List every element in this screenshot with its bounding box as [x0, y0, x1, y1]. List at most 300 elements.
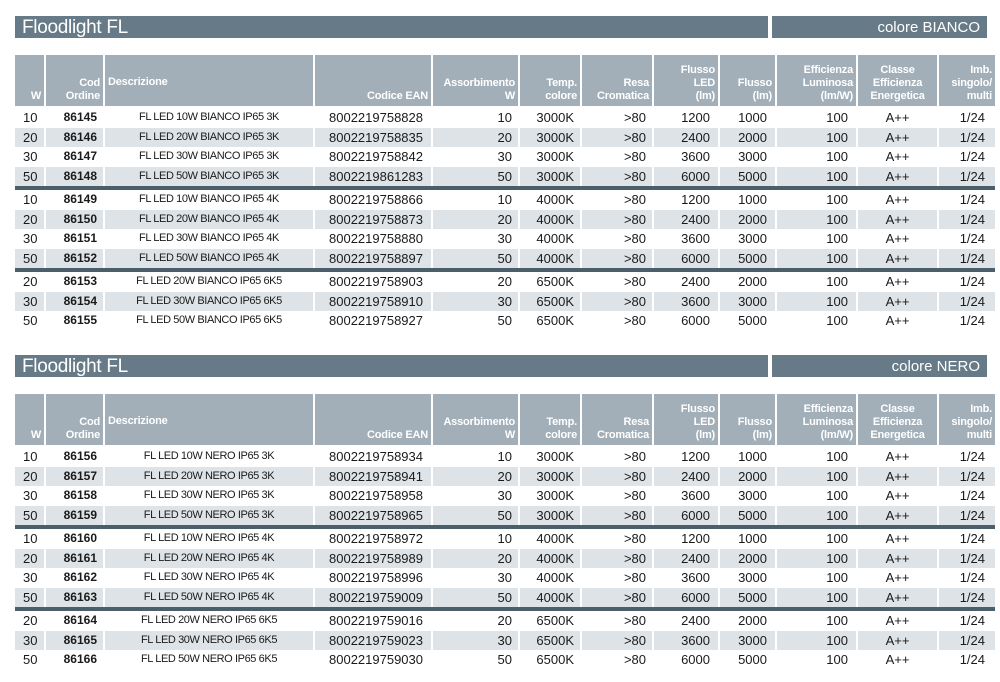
cell-efficienza-luminosa: 100 — [777, 167, 856, 187]
cell-temp-colore: 4000K — [520, 588, 580, 608]
cell-w: 30 — [15, 631, 44, 651]
cell-cod-ordine: 86165 — [46, 631, 103, 651]
cell-descrizione: FL LED 50W BIANCO IP65 6K5 — [136, 314, 282, 327]
cell-codice-ean: 8002219758866 — [329, 192, 423, 208]
cell-efficienza-luminosa: 100 — [777, 128, 856, 148]
cell-flusso-led: 3600 — [681, 149, 710, 165]
cell-imballo: 1/24 — [939, 249, 995, 269]
table-row — [15, 128, 995, 148]
cell-cod-ordine: 86149 — [63, 192, 97, 207]
cell-classe-efficienza: A++ — [858, 631, 937, 651]
table-row — [15, 210, 995, 230]
cell-resa-cromatica: >80 — [623, 110, 646, 126]
cell-descrizione: FL LED 50W BIANCO IP65 4K — [105, 249, 313, 269]
cell-cod-ordine: 86156 — [63, 449, 97, 464]
table-row — [15, 588, 995, 608]
cell-resa-cromatica: >80 — [582, 506, 652, 526]
table-row — [15, 167, 995, 187]
cell-flusso: 3000 — [738, 488, 767, 504]
cell-flusso: 2000 — [738, 613, 767, 629]
table-row — [15, 506, 995, 526]
cell-assorbimento: 20 — [433, 467, 518, 487]
column-header-resa-cromatica: Resa Cromatica — [582, 55, 652, 106]
cell-imballo: 1/24 — [939, 588, 995, 608]
cell-efficienza-luminosa: 100 — [777, 549, 856, 569]
cell-w: 30 — [23, 570, 38, 586]
column-header-flusso: Flusso (lm) — [720, 394, 775, 445]
cell-classe-efficienza: A++ — [858, 128, 937, 148]
cell-cod-ordine: 86164 — [63, 613, 97, 628]
cell-flusso-led: 1200 — [681, 449, 710, 465]
cell-codice-ean: 8002219758910 — [315, 292, 431, 312]
cell-codice-ean: 8002219758965 — [315, 506, 431, 526]
cell-classe-efficienza: A++ — [885, 652, 910, 668]
cell-classe-efficienza: A++ — [885, 274, 910, 290]
cell-w: 50 — [15, 588, 44, 608]
cell-descrizione: FL LED 50W BIANCO IP65 3K — [105, 167, 313, 187]
cell-temp-colore: 3000K — [520, 167, 580, 187]
column-header-classe-efficienza: Classe Efficienza Energetica — [858, 394, 937, 445]
cell-imballo: 1/24 — [939, 210, 995, 230]
cell-assorbimento: 50 — [433, 249, 518, 269]
cell-flusso: 5000 — [738, 652, 767, 668]
cell-w: 20 — [23, 613, 38, 629]
column-header-cod-ordine: Cod Ordine — [46, 394, 103, 445]
cell-codice-ean: 8002219758958 — [329, 488, 423, 504]
cell-temp-colore: 6500K — [520, 631, 580, 651]
cell-flusso: 2000 — [720, 210, 775, 230]
column-header-flusso-led: Flusso LED (lm) — [654, 55, 718, 106]
cell-resa-cromatica: >80 — [582, 249, 652, 269]
cell-assorbimento: 50 — [497, 652, 512, 668]
cell-descrizione: FL LED 30W NERO IP65 4K — [143, 571, 275, 584]
table-row — [15, 292, 995, 312]
cell-cod-ordine: 86146 — [46, 128, 103, 148]
table-row — [15, 486, 995, 506]
cell-flusso-led: 3600 — [681, 488, 710, 504]
table-row — [15, 568, 995, 588]
table-row — [15, 311, 995, 331]
cell-flusso-led: 3600 — [681, 231, 710, 247]
cell-assorbimento: 30 — [497, 149, 512, 165]
column-header-descrizione: Descrizione — [105, 55, 313, 106]
cell-resa-cromatica: >80 — [623, 149, 646, 165]
cell-flusso: 2000 — [720, 467, 775, 487]
cell-codice-ean: 8002219758941 — [315, 467, 431, 487]
cell-descrizione: FL LED 50W NERO IP65 6K5 — [140, 653, 278, 666]
cell-resa-cromatica: >80 — [582, 167, 652, 187]
cell-descrizione: FL LED 50W NERO IP65 4K — [105, 588, 313, 608]
cell-imballo: 1/24 — [939, 128, 995, 148]
cell-codice-ean: 8002219759016 — [329, 613, 423, 629]
cell-temp-colore: 3000K — [520, 506, 580, 526]
cell-codice-ean: 8002219861283 — [315, 167, 431, 187]
cell-imballo: 1/24 — [959, 449, 985, 465]
section-banner — [15, 355, 987, 377]
column-header-descrizione: Descrizione — [105, 394, 313, 445]
cell-resa-cromatica: >80 — [623, 531, 646, 547]
cell-descrizione: FL LED 10W NERO IP65 4K — [143, 532, 275, 545]
cell-cod-ordine: 86145 — [63, 110, 97, 125]
cell-flusso-led: 1200 — [681, 192, 710, 208]
cell-flusso: 5000 — [738, 313, 767, 329]
cell-codice-ean: 8002219758880 — [329, 231, 423, 247]
column-header-w: W — [15, 55, 44, 106]
section-banner — [15, 16, 987, 38]
cell-codice-ean: 8002219759023 — [315, 631, 431, 651]
cell-codice-ean: 8002219758927 — [329, 313, 423, 329]
cell-imballo: 1/24 — [959, 231, 985, 247]
cell-flusso: 3000 — [720, 631, 775, 651]
cell-flusso: 5000 — [720, 167, 775, 187]
table-row — [15, 650, 995, 670]
table-row — [15, 529, 995, 549]
cell-classe-efficienza: A++ — [858, 467, 937, 487]
cell-flusso-led: 6000 — [654, 506, 718, 526]
column-header-imballo: Imb. singolo/ multi — [939, 55, 995, 106]
cell-assorbimento: 20 — [433, 549, 518, 569]
cell-temp-colore: 4000K — [520, 210, 580, 230]
cell-classe-efficienza: A++ — [858, 249, 937, 269]
cell-efficienza-luminosa: 100 — [777, 249, 856, 269]
cell-descrizione: FL LED 10W BIANCO IP65 4K — [139, 193, 279, 206]
cell-codice-ean: 8002219759009 — [315, 588, 431, 608]
cell-cod-ordine: 86147 — [63, 149, 97, 164]
cell-resa-cromatica: >80 — [623, 192, 646, 208]
cell-assorbimento: 30 — [497, 231, 512, 247]
cell-efficienza-luminosa: 100 — [826, 192, 848, 208]
cell-temp-colore: 4000K — [520, 249, 580, 269]
table-row — [15, 272, 995, 292]
table-row — [15, 249, 995, 269]
cell-resa-cromatica: >80 — [623, 570, 646, 586]
cell-descrizione: FL LED 30W NERO IP65 3K — [143, 489, 275, 502]
cell-assorbimento: 50 — [433, 588, 518, 608]
column-header-cod-ordine: Cod Ordine — [46, 55, 103, 106]
cell-imballo: 1/24 — [939, 292, 995, 312]
section-color-label: colore NERO — [772, 355, 987, 377]
cell-temp-colore: 3000K — [536, 110, 574, 126]
column-header-assorbimento: Assorbimento W — [433, 55, 518, 106]
cell-descrizione: FL LED 20W BIANCO IP65 3K — [105, 128, 313, 148]
cell-temp-colore: 4000K — [536, 231, 574, 247]
cell-assorbimento: 10 — [497, 449, 512, 465]
cell-cod-ordine: 86154 — [46, 292, 103, 312]
table-row — [15, 147, 995, 167]
cell-flusso: 1000 — [738, 192, 767, 208]
cell-descrizione: FL LED 10W NERO IP65 3K — [143, 450, 275, 463]
cell-codice-ean: 8002219759030 — [329, 652, 423, 668]
cell-classe-efficienza: A++ — [885, 613, 910, 629]
cell-assorbimento: 50 — [433, 167, 518, 187]
cell-assorbimento: 50 — [497, 313, 512, 329]
cell-flusso-led: 3600 — [654, 631, 718, 651]
cell-efficienza-luminosa: 100 — [777, 467, 856, 487]
cell-cod-ordine: 86148 — [46, 167, 103, 187]
cell-cod-ordine: 86157 — [46, 467, 103, 487]
cell-imballo: 1/24 — [939, 631, 995, 651]
cell-descrizione: FL LED 30W BIANCO IP65 6K5 — [105, 292, 313, 312]
cell-cod-ordine: 86161 — [46, 549, 103, 569]
cell-assorbimento: 30 — [433, 292, 518, 312]
column-header-codice-ean: Codice EAN — [315, 55, 431, 106]
cell-temp-colore: 4000K — [536, 531, 574, 547]
cell-w: 20 — [15, 467, 44, 487]
cell-descrizione: FL LED 20W NERO IP65 6K5 — [140, 614, 278, 627]
cell-cod-ordine: 86163 — [46, 588, 103, 608]
cell-efficienza-luminosa: 100 — [826, 274, 848, 290]
column-header-flusso: Flusso (lm) — [720, 55, 775, 106]
column-header-w: W — [15, 394, 44, 445]
cell-classe-efficienza: A++ — [858, 588, 937, 608]
cell-resa-cromatica: >80 — [623, 652, 646, 668]
cell-flusso: 3000 — [720, 292, 775, 312]
cell-descrizione: FL LED 10W BIANCO IP65 3K — [139, 111, 279, 124]
product-table — [13, 394, 997, 670]
cell-classe-efficienza: A++ — [858, 210, 937, 230]
cell-classe-efficienza: A++ — [885, 149, 910, 165]
cell-efficienza-luminosa: 100 — [777, 588, 856, 608]
cell-assorbimento: 30 — [497, 488, 512, 504]
cell-assorbimento: 10 — [497, 531, 512, 547]
column-header-classe-efficienza: Classe Efficienza Energetica — [858, 55, 937, 106]
cell-imballo: 1/24 — [959, 313, 985, 329]
cell-resa-cromatica: >80 — [582, 210, 652, 230]
cell-flusso-led: 6000 — [681, 652, 710, 668]
cell-descrizione: FL LED 20W BIANCO IP65 4K — [105, 210, 313, 230]
cell-w: 20 — [15, 549, 44, 569]
cell-resa-cromatica: >80 — [582, 292, 652, 312]
cell-descrizione: FL LED 20W NERO IP65 3K — [105, 467, 313, 487]
cell-resa-cromatica: >80 — [623, 613, 646, 629]
cell-cod-ordine: 86155 — [63, 313, 97, 328]
cell-efficienza-luminosa: 100 — [826, 488, 848, 504]
cell-w: 10 — [23, 192, 38, 208]
cell-cod-ordine: 86153 — [63, 274, 97, 289]
cell-w: 20 — [15, 210, 44, 230]
header-row — [15, 394, 995, 445]
column-header-temp-colore: Temp. colore — [520, 55, 580, 106]
cell-efficienza-luminosa: 100 — [826, 652, 848, 668]
column-header-resa-cromatica: Resa Cromatica — [582, 394, 652, 445]
cell-resa-cromatica: >80 — [582, 631, 652, 651]
cell-efficienza-luminosa: 100 — [826, 110, 848, 126]
cell-flusso-led: 2400 — [654, 128, 718, 148]
cell-flusso: 5000 — [720, 506, 775, 526]
cell-classe-efficienza: A++ — [858, 506, 937, 526]
cell-w: 20 — [15, 128, 44, 148]
cell-assorbimento: 20 — [497, 613, 512, 629]
cell-flusso-led: 6000 — [654, 588, 718, 608]
cell-cod-ordine: 86151 — [63, 231, 97, 246]
cell-efficienza-luminosa: 100 — [777, 506, 856, 526]
cell-w: 50 — [23, 652, 38, 668]
cell-resa-cromatica: >80 — [582, 588, 652, 608]
cell-cod-ordine: 86159 — [46, 506, 103, 526]
cell-assorbimento: 20 — [433, 210, 518, 230]
cell-efficienza-luminosa: 100 — [826, 313, 848, 329]
cell-flusso: 3000 — [738, 149, 767, 165]
cell-flusso-led: 2400 — [681, 613, 710, 629]
cell-resa-cromatica: >80 — [623, 449, 646, 465]
cell-w: 10 — [23, 449, 38, 465]
table-row — [15, 467, 995, 487]
cell-temp-colore: 3000K — [536, 449, 574, 465]
cell-efficienza-luminosa: 100 — [826, 570, 848, 586]
cell-cod-ordine: 86166 — [63, 652, 97, 667]
cell-efficienza-luminosa: 100 — [826, 613, 848, 629]
cell-descrizione: FL LED 30W NERO IP65 6K5 — [105, 631, 313, 651]
cell-imballo: 1/24 — [939, 167, 995, 187]
cell-w: 50 — [23, 313, 38, 329]
table-row — [15, 549, 995, 569]
cell-flusso: 1000 — [738, 531, 767, 547]
cell-cod-ordine: 86158 — [63, 488, 97, 503]
cell-classe-efficienza: A++ — [885, 531, 910, 547]
cell-assorbimento: 20 — [433, 128, 518, 148]
cell-flusso-led: 6000 — [654, 249, 718, 269]
cell-imballo: 1/24 — [959, 531, 985, 547]
cell-w: 10 — [23, 110, 38, 126]
table-row — [15, 611, 995, 631]
cell-temp-colore: 4000K — [536, 192, 574, 208]
section-color-label: colore BIANCO — [772, 16, 987, 38]
cell-descrizione: FL LED 50W NERO IP65 3K — [105, 506, 313, 526]
cell-flusso-led: 3600 — [681, 570, 710, 586]
cell-w: 50 — [15, 249, 44, 269]
cell-assorbimento: 10 — [497, 110, 512, 126]
cell-assorbimento: 50 — [433, 506, 518, 526]
cell-imballo: 1/24 — [959, 274, 985, 290]
cell-flusso: 5000 — [720, 249, 775, 269]
cell-flusso: 3000 — [738, 231, 767, 247]
cell-descrizione: FL LED 20W BIANCO IP65 6K5 — [136, 275, 282, 288]
cell-codice-ean: 8002219758934 — [329, 449, 423, 465]
cell-resa-cromatica: >80 — [582, 128, 652, 148]
cell-temp-colore: 4000K — [536, 570, 574, 586]
cell-classe-efficienza: A++ — [858, 167, 937, 187]
cell-classe-efficienza: A++ — [858, 292, 937, 312]
cell-codice-ean: 8002219758897 — [315, 249, 431, 269]
table-row — [15, 447, 995, 467]
column-header-temp-colore: Temp. colore — [520, 394, 580, 445]
cell-cod-ordine: 86152 — [46, 249, 103, 269]
cell-flusso-led: 3600 — [654, 292, 718, 312]
cell-temp-colore: 6500K — [536, 652, 574, 668]
cell-assorbimento: 30 — [497, 570, 512, 586]
cell-assorbimento: 20 — [497, 274, 512, 290]
cell-flusso: 2000 — [720, 128, 775, 148]
cell-classe-efficienza: A++ — [858, 549, 937, 569]
cell-w: 30 — [23, 488, 38, 504]
cell-temp-colore: 3000K — [520, 128, 580, 148]
cell-temp-colore: 3000K — [536, 488, 574, 504]
cell-classe-efficienza: A++ — [885, 231, 910, 247]
cell-descrizione: FL LED 30W BIANCO IP65 4K — [139, 232, 279, 245]
cell-imballo: 1/24 — [939, 467, 995, 487]
cell-flusso-led: 2400 — [654, 210, 718, 230]
cell-w: 50 — [15, 167, 44, 187]
column-header-flusso-led: Flusso LED (lm) — [654, 394, 718, 445]
cell-efficienza-luminosa: 100 — [826, 531, 848, 547]
table-row — [15, 190, 995, 210]
cell-imballo: 1/24 — [959, 149, 985, 165]
cell-w: 20 — [23, 274, 38, 290]
cell-descrizione: FL LED 30W BIANCO IP65 3K — [139, 150, 279, 163]
cell-flusso: 5000 — [720, 588, 775, 608]
cell-flusso-led: 2400 — [681, 274, 710, 290]
cell-temp-colore: 3000K — [536, 149, 574, 165]
cell-w: 30 — [23, 149, 38, 165]
table-row — [15, 631, 995, 651]
cell-w: 50 — [15, 506, 44, 526]
cell-flusso: 2000 — [720, 549, 775, 569]
cell-temp-colore: 3000K — [520, 467, 580, 487]
cell-efficienza-luminosa: 100 — [826, 449, 848, 465]
cell-w: 30 — [15, 292, 44, 312]
cell-temp-colore: 6500K — [520, 292, 580, 312]
cell-cod-ordine: 86162 — [63, 570, 97, 585]
cell-classe-efficienza: A++ — [885, 192, 910, 208]
cell-classe-efficienza: A++ — [885, 110, 910, 126]
cell-flusso: 3000 — [738, 570, 767, 586]
cell-classe-efficienza: A++ — [885, 488, 910, 504]
section-title: Floodlight FL — [15, 16, 768, 38]
cell-flusso-led: 6000 — [681, 313, 710, 329]
cell-efficienza-luminosa: 100 — [777, 292, 856, 312]
cell-w: 30 — [23, 231, 38, 247]
column-header-codice-ean: Codice EAN — [315, 394, 431, 445]
cell-resa-cromatica: >80 — [623, 313, 646, 329]
column-header-efficienza-luminosa: Efficienza Luminosa (lm/W) — [777, 394, 856, 445]
cell-flusso: 2000 — [738, 274, 767, 290]
cell-codice-ean: 8002219758996 — [329, 570, 423, 586]
cell-cod-ordine: 86160 — [63, 531, 97, 546]
cell-cod-ordine: 86150 — [46, 210, 103, 230]
cell-imballo: 1/24 — [959, 613, 985, 629]
cell-efficienza-luminosa: 100 — [826, 231, 848, 247]
cell-temp-colore: 4000K — [520, 549, 580, 569]
cell-imballo: 1/24 — [939, 506, 995, 526]
column-header-imballo: Imb. singolo/ multi — [939, 394, 995, 445]
cell-classe-efficienza: A++ — [885, 449, 910, 465]
cell-temp-colore: 6500K — [536, 613, 574, 629]
table-row — [15, 108, 995, 128]
cell-temp-colore: 6500K — [536, 274, 574, 290]
cell-flusso-led: 6000 — [654, 167, 718, 187]
cell-imballo: 1/24 — [959, 570, 985, 586]
cell-codice-ean: 8002219758842 — [329, 149, 423, 165]
cell-resa-cromatica: >80 — [623, 231, 646, 247]
cell-classe-efficienza: A++ — [885, 313, 910, 329]
cell-assorbimento: 30 — [433, 631, 518, 651]
cell-imballo: 1/24 — [959, 110, 985, 126]
cell-resa-cromatica: >80 — [623, 274, 646, 290]
cell-resa-cromatica: >80 — [582, 549, 652, 569]
section-nero — [15, 355, 992, 668]
cell-efficienza-luminosa: 100 — [777, 210, 856, 230]
cell-imballo: 1/24 — [959, 192, 985, 208]
cell-codice-ean: 8002219758903 — [329, 274, 423, 290]
cell-imballo: 1/24 — [959, 652, 985, 668]
section-title: Floodlight FL — [15, 355, 768, 377]
cell-resa-cromatica: >80 — [582, 467, 652, 487]
cell-w: 10 — [23, 531, 38, 547]
cell-flusso-led: 2400 — [654, 549, 718, 569]
cell-resa-cromatica: >80 — [623, 488, 646, 504]
table-row — [15, 229, 995, 249]
cell-temp-colore: 6500K — [536, 313, 574, 329]
